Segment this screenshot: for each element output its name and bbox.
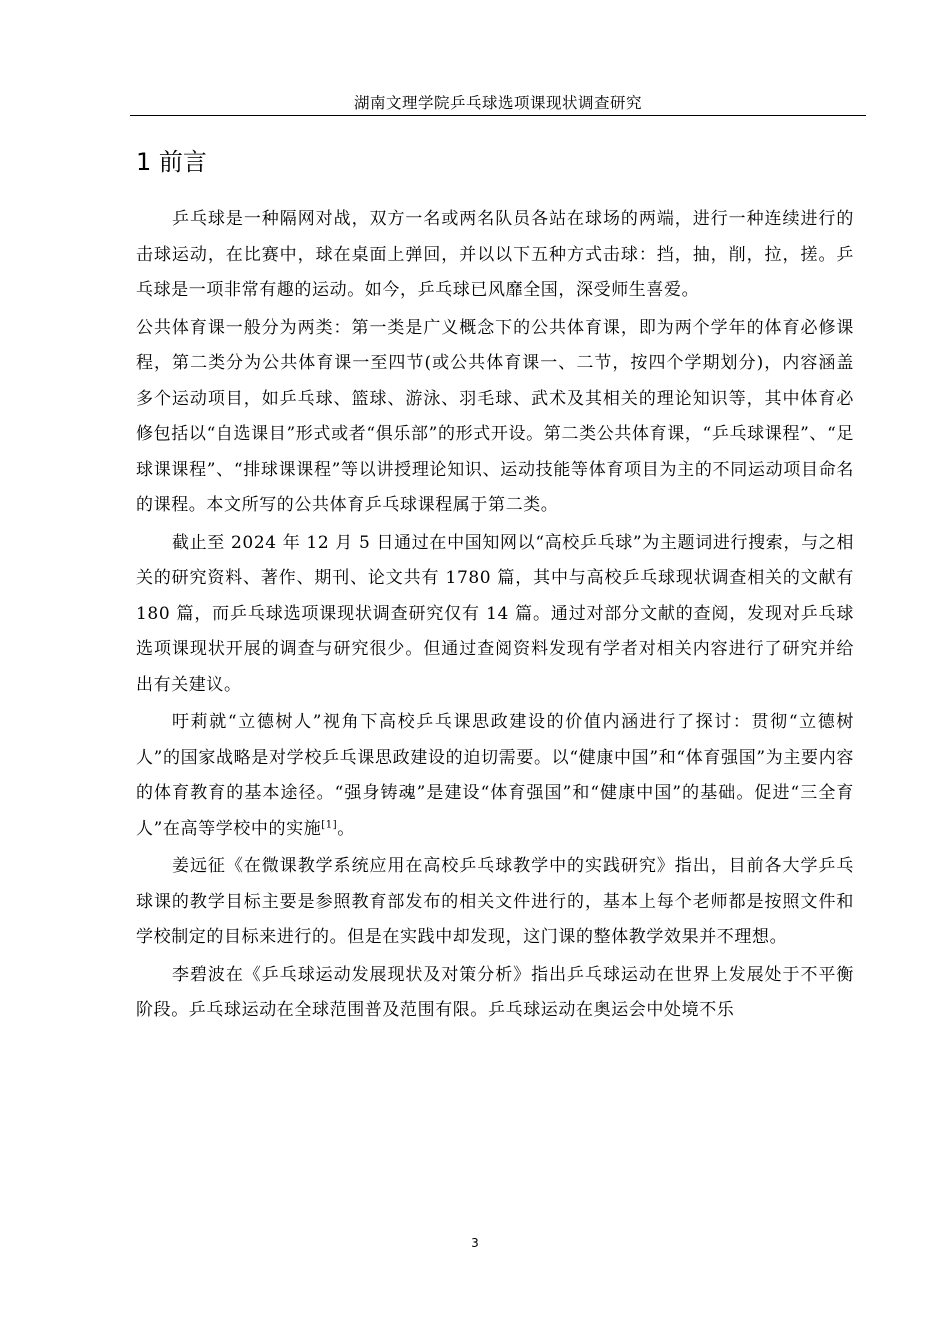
paragraph-jiang-yuanzheng: 姜远征《在微课教学系统应用在高校乒乓球教学中的实践研究》指出，目前各大学乒乓球课的教学目标主要是参照教育部发布的相关文件进行的，基本上每个老师都是按照文件和学校制定的目标来进行的。但是在实践中却发现，这门课的整体教学效果并不理想。 <box>136 856 854 947</box>
paragraph-xu-li-end: 。 <box>337 818 355 839</box>
body-text <box>136 202 854 1031</box>
section-title: 1 前言 <box>136 148 207 176</box>
citation-marker[interactable]: [1] <box>321 818 338 830</box>
paragraph-literature-search: 截止至 2024 年 12 月 5 日通过在中国知网以“高校乒乓球”为主题词进行搜索，与之相关的研究资料、著作、期刊、论文共有 1780 篇，其中与高校乒乓球现状调查相关的文献有 180 篇，而乒乓球选项课现状调查研究仅有 14 篇。通过对部分文献的查阅，发现对乒乓球选项课现状开展的调查与研究很少。但通过查阅资料发现有学者对相关内容进行了研究并给出有关建议。 <box>136 532 854 695</box>
paragraph-xu-li <box>136 705 854 847</box>
paragraph-intro: 乒乓球是一种隔网对战，双方一名或两名队员各站在球场的两端，进行一种连续进行的击球运动，在比赛中，球在桌面上弹回，并以以下五种方式击球：挡，抽，削，拉，搓。乒乓球是一项非常有趣的运动。如今，乒乓球已风靡全国，深受师生喜爱。 <box>136 209 854 300</box>
page-number: 3 <box>471 1236 479 1250</box>
header-rule <box>130 115 866 116</box>
paragraph-xu-li-text: 吁莉就“立德树人”视角下高校乒乓课思政建设的价值内涵进行了探讨：贯彻“立德树人”的国家战略是对学校乒乓课思政建设的迫切需要。以“健康中国”和“体育强国”为主要内容的体育教育的基本途径。“强身铸魂”是建设“体育强国”和“健康中国”的基础。促进“三全育人”在高等学校中的实施 <box>136 712 854 839</box>
paragraph-pe-course: 公共体育课一般分为两类：第一类是广义概念下的公共体育课，即为两个学年的体育必修课程，第二类分为公共体育课一至四节(或公共体育课一、二节，按四个学期划分)，内容涵盖多个运动项目，如乒乓球、篮球、游泳、羽毛球、武术及其相关的理论知识等，其中体育必修包括以“自选课目”形式或者“俱乐部”的形式开设。第二类公共体育课，“乒乓球课程”、“足球课课程”、“排球课课程”等以讲授理论知识、运动技能等体育项目为主的不同运动项目命名的课程。本文所写的公共体育乒乓球课程属于第二类。 <box>136 317 854 515</box>
paragraph-li-bibo: 李碧波在《乒乓球运动发展现状及对策分析》指出乒乓球运动在世界上发展处于不平衡阶段。乒乓球运动在全球范围普及范围有限。乒乓球运动在奥运会中处境不乐 <box>136 964 854 1020</box>
running-header: 湖南文理学院乒乓球选项课现状调查研究 <box>353 94 642 112</box>
